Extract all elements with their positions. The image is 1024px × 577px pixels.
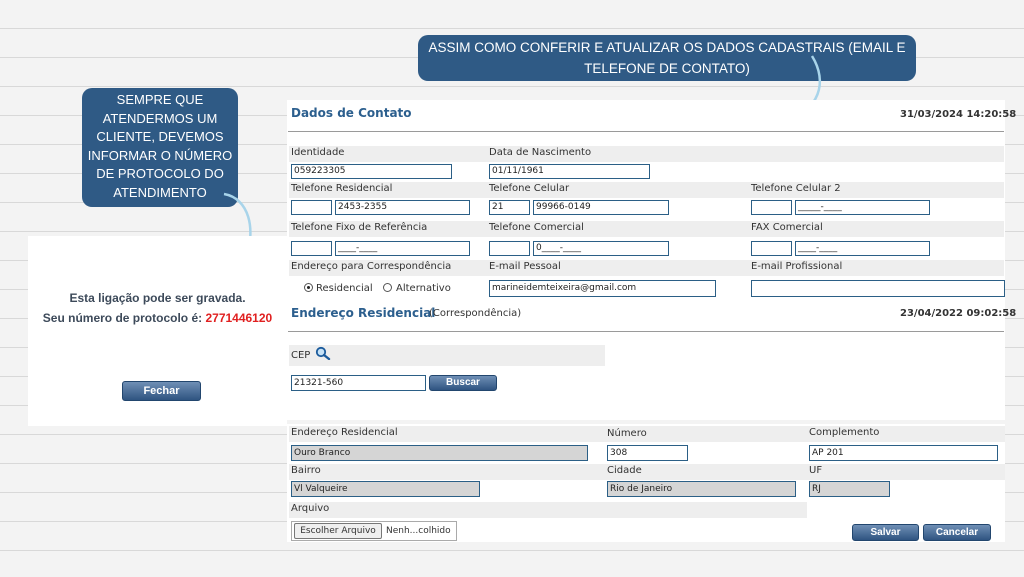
address-title: Endereço Residencial (291, 306, 436, 320)
tel-res-number[interactable]: 2453-2355 (335, 200, 470, 215)
endereco-label: Endereço Residencial (291, 427, 398, 438)
fax-number[interactable]: ____-____ (795, 241, 930, 256)
bairro-label: Bairro (291, 465, 321, 476)
address-timestamp: 23/04/2022 09:02:58 (900, 308, 1017, 319)
tel-cel2-label: Telefone Celular 2 (751, 183, 841, 194)
page-title: Dados de Contato (291, 106, 412, 120)
corresp-label: Endereço para Correspondência (291, 261, 452, 272)
buscar-button[interactable]: Buscar (429, 375, 497, 391)
email-pessoal-label: E-mail Pessoal (489, 261, 561, 272)
cancel-button[interactable]: Cancelar (923, 524, 991, 541)
protocol-line (28, 311, 287, 325)
email-prof-field[interactable] (751, 280, 1005, 297)
tel-com-ddd[interactable] (489, 241, 530, 256)
cidade-label: Cidade (607, 465, 642, 476)
bairro-field[interactable]: Vl Valqueire (291, 481, 480, 497)
callout-left-line: CLIENTE, DEVEMOS (96, 129, 224, 145)
file-status: Nenh...colhido (386, 526, 451, 536)
contact-timestamp: 31/03/2024 14:20:58 (900, 109, 1017, 120)
fax-ddd[interactable] (751, 241, 792, 256)
uf-field[interactable]: RJ (809, 481, 890, 497)
cep-label: CEP (291, 350, 311, 361)
callout-left-line: ATENDIMENTO (113, 184, 207, 200)
tel-cel-ddd[interactable]: 21 (489, 200, 530, 215)
tel-res-ddd[interactable] (291, 200, 332, 215)
callout-left-line: DE PROTOCOLO DO (96, 166, 224, 182)
choose-file-button[interactable]: Escolher Arquivo (294, 523, 382, 539)
tel-ref-number[interactable]: ____-____ (335, 241, 470, 256)
callout-left (82, 88, 238, 207)
nascimento-label: Data de Nascimento (489, 147, 592, 158)
label-bar (289, 502, 807, 518)
protocol-label: Seu número de protocolo é: (42, 311, 203, 325)
numero-label: Número (607, 428, 647, 439)
callout-left-line: INFORMAR O NÚMERO (87, 147, 233, 163)
cidade-field[interactable]: Rio de Janeiro (607, 481, 796, 497)
callout-top-line: ASSIM COMO CONFERIR E ATUALIZAR OS DADOS CADASTRAIS (EMAIL E (428, 40, 906, 55)
callout-top-line: TELEFONE DE CONTATO) (584, 61, 750, 76)
cep-field[interactable]: 21321-560 (291, 375, 426, 391)
divider (288, 131, 1004, 132)
tel-cel2-number[interactable]: _____-____ (795, 200, 930, 215)
tel-com-label: Telefone Comercial (489, 222, 584, 233)
callout-left-line: SEMPRE QUE (116, 92, 204, 107)
tel-ref-label: Telefone Fixo de Referência (291, 222, 428, 233)
radio-residencial-label: Residencial (316, 283, 373, 294)
email-pessoal-field[interactable]: marineidemteixeira@gmail.com (489, 280, 716, 297)
radio-residencial[interactable] (304, 283, 313, 292)
cep-label-bar (289, 345, 605, 366)
callout-left-line: ATENDERMOS UM (102, 110, 218, 126)
nascimento-field[interactable]: 01/11/1961 (489, 164, 650, 179)
address-subtitle: (Correspondência) (429, 308, 522, 319)
label-bar (289, 182, 1004, 198)
protocol-number: 2771446120 (205, 311, 273, 325)
complemento-field[interactable]: AP 201 (809, 445, 998, 461)
label-bar (289, 146, 1004, 162)
email-prof-label: E-mail Profissional (751, 261, 843, 272)
tel-cel-number[interactable]: 99966-0149 (533, 200, 669, 215)
recording-notice: Esta ligação pode ser gravada. (69, 291, 246, 305)
uf-label: UF (809, 465, 823, 476)
close-button[interactable]: Fechar (122, 381, 201, 401)
callout-top (418, 35, 916, 81)
label-bar (289, 464, 1005, 480)
radio-alternativo[interactable] (383, 283, 392, 292)
identidade-label: Identidade (291, 147, 345, 158)
tel-cel2-ddd[interactable] (751, 200, 792, 215)
tel-ref-ddd[interactable] (291, 241, 332, 256)
numero-field[interactable]: 308 (607, 445, 688, 461)
tel-cel-label: Telefone Celular (489, 183, 570, 194)
divider (288, 331, 1004, 332)
search-icon[interactable] (315, 346, 331, 360)
identidade-field[interactable]: 059223305 (291, 164, 452, 179)
protocol-popup (28, 236, 287, 426)
fax-label: FAX Comercial (751, 222, 823, 233)
complemento-label: Complemento (809, 427, 880, 438)
arquivo-label: Arquivo (291, 503, 330, 514)
save-button[interactable]: Salvar (852, 524, 919, 541)
endereco-field[interactable]: Ouro Branco (291, 445, 588, 461)
tel-res-label: Telefone Residencial (291, 183, 393, 194)
radio-alternativo-label: Alternativo (396, 283, 451, 294)
tel-com-number[interactable]: 0____-____ (533, 241, 669, 256)
